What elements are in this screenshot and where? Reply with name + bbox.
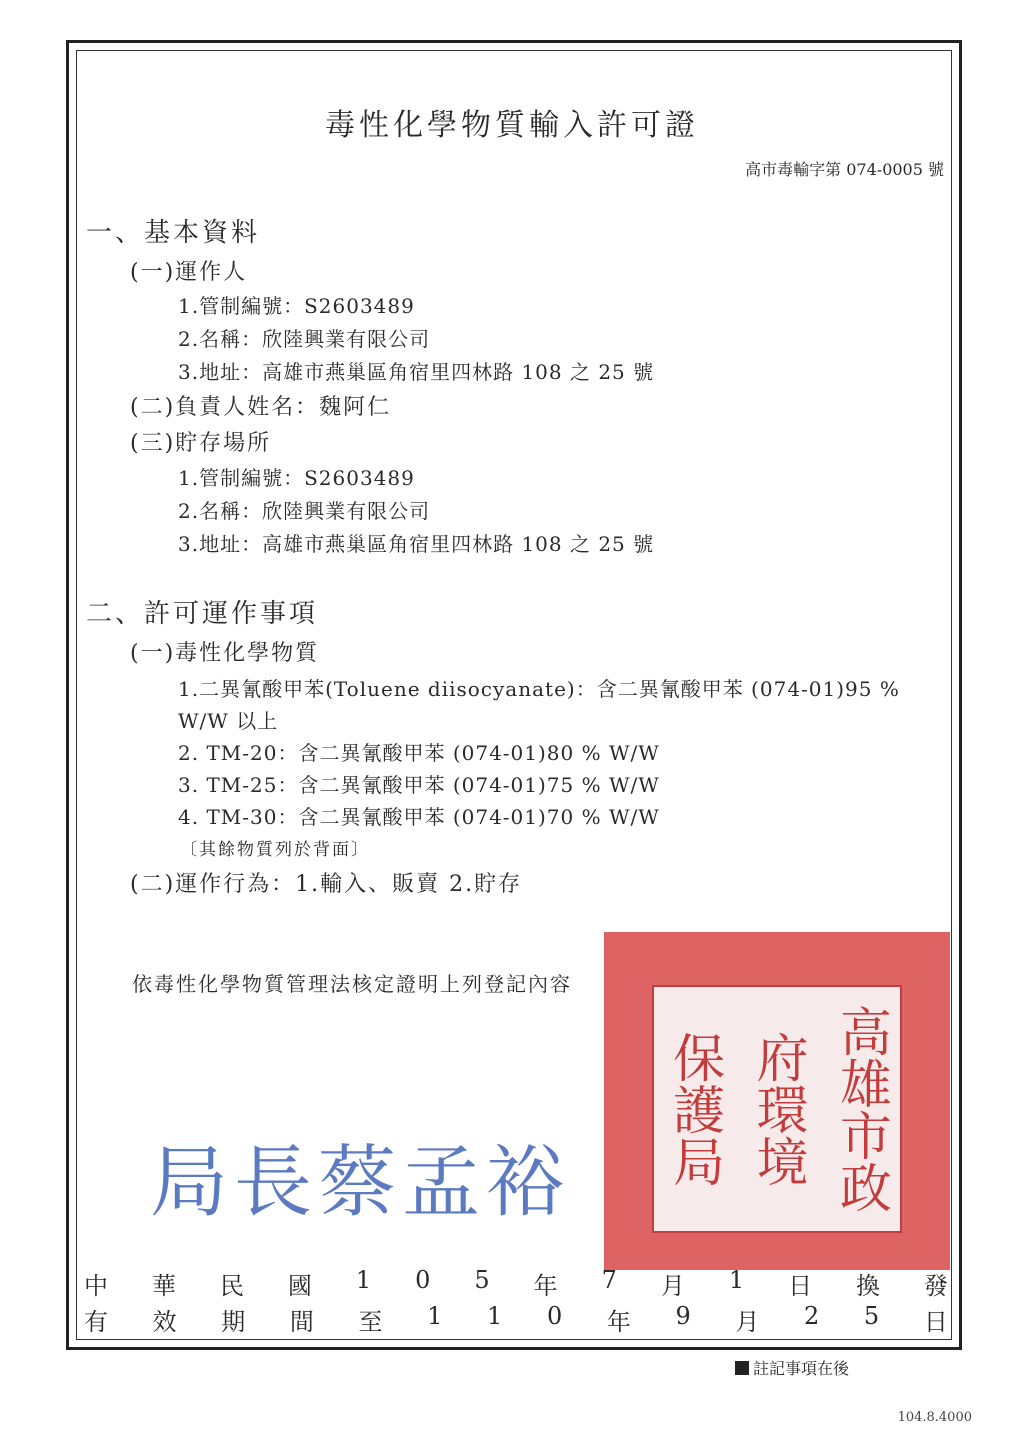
valid-until-char: 年 — [606, 1308, 631, 1336]
operator-address: 3.地址：高雄市燕巢區角宿里四林路 108 之 25 號 — [178, 360, 655, 384]
valid-until-row — [84, 1302, 948, 1337]
section2-heading: 二、許可運作事項 — [86, 599, 319, 629]
chemical-item-1-cont: W/W 以上 — [178, 709, 279, 733]
valid-until-char: 效 — [152, 1308, 177, 1336]
valid-until-char: 5 — [863, 1302, 880, 1330]
issue-date-char: 華 — [151, 1272, 176, 1300]
valid-until-char: 2 — [804, 1302, 820, 1330]
seal-column — [830, 985, 891, 1233]
valid-until-char: 月 — [735, 1308, 760, 1336]
chemical-item-3: 3. TM-25：含二異氰酸甲苯 (074-01)75 % W/W — [178, 773, 660, 797]
issue-date-char: 中 — [84, 1272, 108, 1300]
issue-date-char: 發 — [924, 1272, 948, 1300]
issue-date-row — [84, 1266, 948, 1301]
seal-column-2: 府環境 — [746, 1031, 807, 1187]
footer-note — [735, 1356, 849, 1379]
valid-until-char: 1 — [487, 1302, 503, 1330]
valid-until-char: 日 — [923, 1308, 948, 1336]
chemical-item-2: 2. TM-20：含二異氰酸甲苯 (074-01)80 % W/W — [178, 741, 660, 765]
seal-column — [663, 985, 724, 1233]
storage-name: 2.名稱：欣陸興業有限公司 — [178, 499, 431, 523]
chemical-item-1: 1.二異氰酸甲苯(Toluene diisocyanate)：含二異氰酸甲苯 (074-01)95 % — [178, 677, 900, 701]
valid-until-char: 0 — [546, 1302, 563, 1330]
issue-date-char: 7 — [601, 1266, 617, 1294]
issue-date-char: 月 — [660, 1272, 685, 1300]
document-title: 毒性化學物質輸入許可證 — [325, 108, 699, 143]
storage-address: 3.地址：高雄市燕巢區角宿里四林路 108 之 25 號 — [178, 532, 655, 556]
issue-date-char: 國 — [287, 1272, 312, 1300]
storage-heading: (三)貯存場所 — [130, 431, 272, 456]
valid-until-char: 9 — [675, 1302, 691, 1330]
issue-date-char: 民 — [219, 1272, 244, 1300]
valid-until-char: 1 — [427, 1302, 443, 1330]
issue-date-char: 日 — [788, 1272, 813, 1300]
issue-date-char: 1 — [728, 1266, 745, 1294]
issue-date-char: 5 — [474, 1266, 490, 1294]
operations: (二)運作行為：1.輸入、販賣 2.貯存 — [130, 872, 523, 897]
operator-name: 2.名稱：欣陸興業有限公司 — [178, 327, 431, 351]
issue-date-char: 年 — [533, 1272, 558, 1300]
issue-date-char: 換 — [856, 1272, 881, 1300]
seal-column-3: 保護局 — [663, 1031, 724, 1187]
valid-until-char: 至 — [358, 1308, 383, 1336]
operator-heading: (一)運作人 — [130, 260, 248, 285]
square-bullet-icon — [735, 1361, 749, 1375]
chemical-item-4: 4. TM-30：含二異氰酸甲苯 (074-01)70 % W/W — [178, 805, 660, 829]
seal-column — [746, 985, 807, 1233]
section1-heading: 一、基本資料 — [86, 218, 261, 248]
footer-note-text: 註記事項在後 — [753, 1359, 850, 1378]
valid-until-char: 間 — [289, 1308, 314, 1336]
certification-statement: 依毒性化學物質管理法核定證明上列登記內容 — [132, 972, 572, 996]
chemicals-heading: (一)毒性化學物質 — [130, 641, 320, 666]
document-number: 高市毒輸字第 074-0005 號 — [745, 160, 944, 179]
remainder-note: 〔其餘物質列於背面〕 — [180, 840, 370, 860]
issue-date-char: 1 — [355, 1266, 372, 1294]
seal-column-1: 高雄市政 — [830, 1005, 891, 1213]
issue-date-char: 0 — [415, 1266, 431, 1294]
valid-until-char: 期 — [221, 1308, 246, 1336]
director-signature: 局長蔡孟裕 — [150, 1138, 571, 1228]
operator-control-no: 1.管制編號：S2603489 — [178, 294, 415, 318]
storage-control-no: 1.管制編號：S2603489 — [178, 466, 415, 490]
seal-text — [652, 985, 902, 1233]
form-number: 104.8.4000 — [897, 1410, 972, 1425]
valid-until-char: 有 — [84, 1308, 108, 1336]
responsible-person: (二)負責人姓名：魏阿仁 — [130, 395, 392, 420]
